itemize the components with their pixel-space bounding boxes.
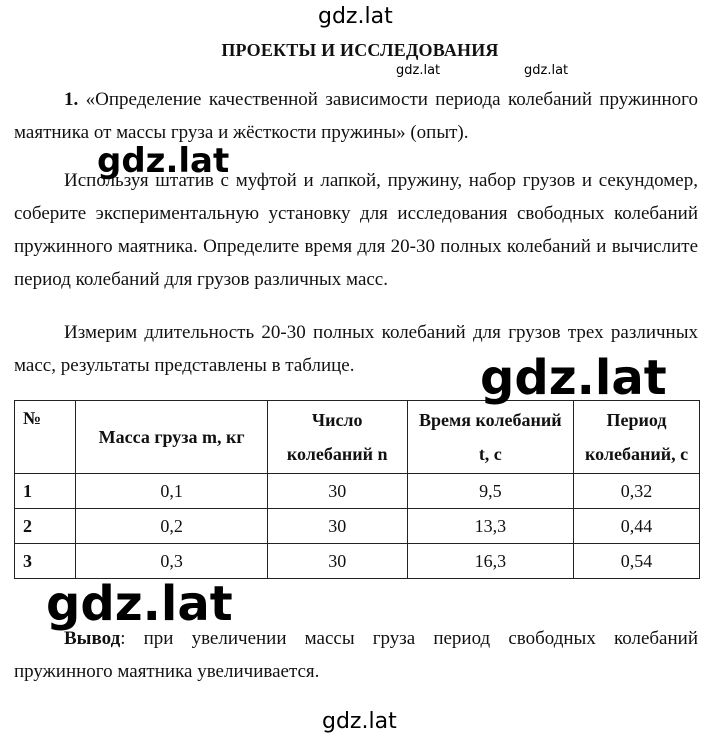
cell-mass: 0,3 [76,544,267,579]
watermark-small: gdz.lat [396,63,441,78]
cell-count: 30 [267,474,407,509]
header-count: Число колебаний n [267,401,407,474]
cell-period: 0,54 [574,544,700,579]
cell-number: 2 [15,509,76,544]
cell-number: 3 [15,544,76,579]
header-period: Период колебаний, с [574,401,700,474]
task-title: «Определение качественной зависимости периода колебаний пружинного маятника от массы груза и жёсткости пружины» (опыт). [14,89,698,143]
table-row [15,509,700,544]
section-heading: ПРОЕКТЫ И ИССЛЕДОВАНИЯ [221,40,499,60]
task-paragraph [14,83,698,149]
header-mass: Масса груза m, кг [76,401,267,474]
conclusion-text: : при увеличении массы груза период свободных колебаний пружинного маятника увеличивается. [14,628,698,682]
cell-time: 9,5 [407,474,574,509]
cell-mass: 0,1 [76,474,267,509]
cell-period: 0,44 [574,509,700,544]
cell-count: 30 [267,544,407,579]
instruction-paragraph [14,164,698,296]
table-row [15,544,700,579]
watermark-small: gdz.lat [524,63,569,78]
header-number: № [15,401,76,474]
cell-number: 1 [15,474,76,509]
cell-period: 0,32 [574,474,700,509]
watermark-large: gdz.lat [480,350,667,406]
header-time: Время колебаний t, с [407,401,574,474]
results-table [14,400,700,579]
cell-mass: 0,2 [76,509,267,544]
instruction-text: Используя штатив с муфтой и лапкой, пружину, набор грузов и секундомер, соберите экспериментальную установку для исследования свободных колебаний пружинного маятника. Определите время для 20-30 полных колебаний и вычислите период колебаний для грузов различных масс. [14,170,698,290]
cell-count: 30 [267,509,407,544]
watermark-bottom: gdz.lat [322,709,397,734]
task-number: 1. [64,89,79,110]
conclusion-label: Вывод [64,628,121,649]
watermark-large: gdz.lat [46,576,233,632]
table-row [15,474,700,509]
cell-time: 13,3 [407,509,574,544]
table-header-row [15,401,700,474]
measurement-text: Измерим длительность 20-30 полных колебаний для грузов трех различных масс, результаты представлены в таблице. [14,322,698,376]
cell-time: 16,3 [407,544,574,579]
watermark-top: gdz.lat [318,4,393,29]
watermark-large: gdz.lat [97,141,230,181]
